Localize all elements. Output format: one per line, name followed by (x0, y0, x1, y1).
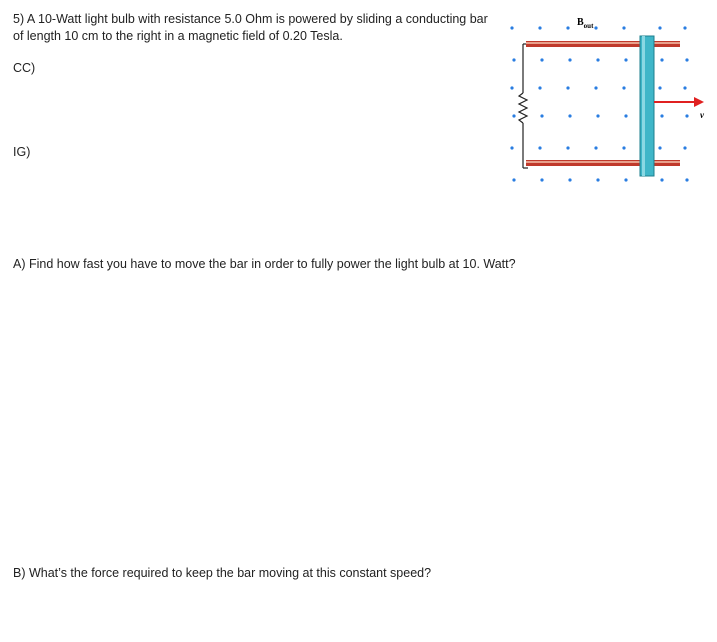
bar-highlight (642, 36, 645, 176)
problem-statement: 5) A 10-Watt light bulb with resistance 5.0 Ohm is powered by sliding a conducting bar of length 10 cm to the right in a magnetic field of 0.20 Tesla. (13, 12, 488, 43)
field-dot (512, 58, 515, 61)
field-dot (538, 86, 541, 89)
field-dot (685, 114, 688, 117)
field-dot (596, 114, 599, 117)
field-dot (685, 178, 688, 181)
field-dot (568, 114, 571, 117)
field-dot (596, 178, 599, 181)
field-dot (594, 86, 597, 89)
top-rail-highlight (526, 42, 680, 44)
field-dot (596, 58, 599, 61)
field-dot (660, 58, 663, 61)
circuit-diagram (500, 8, 710, 193)
field-dot (622, 146, 625, 149)
field-dot (538, 26, 541, 29)
field-dot (658, 26, 661, 29)
field-dot (683, 26, 686, 29)
field-dot (510, 86, 513, 89)
field-dot (624, 114, 627, 117)
field-dot (658, 146, 661, 149)
field-dot (622, 86, 625, 89)
field-dot (566, 86, 569, 89)
field-dot (683, 86, 686, 89)
question-b: B) What’s the force required to keep the bar moving at this constant speed? (13, 566, 432, 580)
field-dot (566, 26, 569, 29)
field-dot (512, 178, 515, 181)
field-dot (685, 58, 688, 61)
light-bulb-resistor (519, 44, 528, 168)
cc-label: CC) (13, 61, 36, 75)
velocity-arrow (654, 97, 704, 107)
velocity-label: v (700, 110, 704, 120)
field-dot (624, 58, 627, 61)
field-label: $B_{out}$ (577, 17, 594, 30)
field-dot (568, 178, 571, 181)
field-dot (566, 146, 569, 149)
magnetic-field-dots (510, 26, 688, 181)
field-dot (624, 178, 627, 181)
question-a: A) Find how fast you have to move the bar in order to fully power the light bulb at 10. Watt? (13, 257, 516, 271)
field-dot (568, 58, 571, 61)
field-dot (538, 146, 541, 149)
field-dot (660, 114, 663, 117)
field-dot (683, 146, 686, 149)
field-dot (540, 114, 543, 117)
field-dot (510, 146, 513, 149)
field-dot (622, 26, 625, 29)
field-dot (510, 26, 513, 29)
field-dot (540, 58, 543, 61)
field-dot (594, 26, 597, 29)
field-dot (660, 178, 663, 181)
field-dot (658, 86, 661, 89)
ig-label: IG) (13, 145, 31, 159)
field-dot (512, 114, 515, 117)
bottom-rail-highlight (526, 161, 680, 163)
field-dot (540, 178, 543, 181)
field-dot (594, 146, 597, 149)
